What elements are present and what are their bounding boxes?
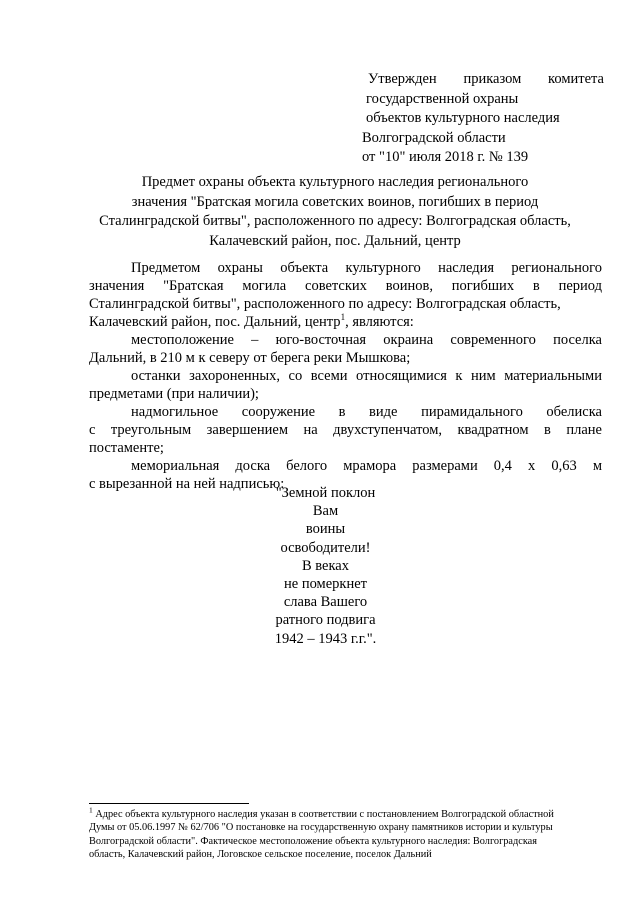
p3-line-2: предметами (при наличии); [89,386,259,402]
inscription-line: Вам [312,503,339,520]
p1-line-4 [89,313,602,331]
approval-line-4: Волгоградской области [362,129,506,146]
footnote-line-4: область, Калачевский район, Логовское сельское поселение, поселок Дальний [89,849,432,861]
document-body [89,259,602,493]
title-line-2: значения "Братская могила советских воинов, погибших в период [131,193,539,210]
p5-line-1: мемориальная доска белого мрамора размерами 0,4 х 0,63 м [131,458,602,474]
p4-line-3: постаменте; [89,440,164,456]
approval-line-3: объектов культурного наследия [366,110,560,126]
footnote-line-1 [89,805,609,821]
p1-line-2: значения "Братская могила советских воинов, погибших в период [89,278,602,294]
paragraph-monument [89,403,602,457]
p4-line-2: с треугольным завершением на двухступенчатом, квадратном в плане [89,422,602,438]
document-title [70,173,600,251]
inscription-line: освободители! [280,539,371,556]
title-line-4: Калачевский район, пос. Дальний, центр [209,232,461,249]
inscription-line: слава Вашего [283,594,368,611]
inscription-line: ратного подвига [275,612,376,629]
approval-line-1 [362,70,604,90]
p2-line-2: Дальний, в 210 м к северу от берега реки Мышкова; [89,350,411,366]
footnote-line-3: Волгоградской области". Фактическое местоположение объекта культурного наследия: Волгоградская [89,835,537,847]
title-line-1: Предмет охраны объекта культурного наследия регионального [141,174,529,190]
paragraph-remains [89,367,602,403]
p3-line-1: останки захороненных, со всеми относящимися к ним материальными [131,368,602,384]
inscription-line: воины [305,521,346,538]
approval-line-2: государственной охраны [366,90,519,107]
approval-word-committee: комитета [548,71,604,87]
paragraph-location [89,331,602,367]
p1-line-4-end: , являются: [345,314,414,330]
p4-line-1: надмогильное сооружение в виде пирамидального обелиска [131,404,602,420]
p1-line-1: Предметом охраны объекта культурного наследия регионального [131,260,602,276]
inscription-line: "Земной поклон [275,485,376,501]
footnote [89,805,609,862]
inscription-line: не померкнет [284,576,367,593]
approval-line-5: от "10" июля 2018 г. № 139 [362,149,529,165]
inscription-line: В веках [301,557,349,574]
p1-line-3: Сталинградской битвы", расположенного по адресу: Волгоградская область, [89,296,561,312]
approval-stamp [362,70,604,168]
footnote-separator [89,803,249,804]
p5-line-2: с вырезанной на ней надписью: [89,476,285,492]
footnote-line-1-text: Адрес объекта культурного наследия указан в соответствии с постановлением Волгоградской областной [92,809,554,820]
inscription-line: 1942 – 1943 г.г.". [274,630,377,647]
footnote-reference[interactable]: 1 [340,312,346,323]
title-line-3: Сталинградской битвы", расположенного по адресу: Волгоградская область, [99,213,571,229]
paragraph-subject [89,259,602,331]
footnote-mark: 1 [89,805,93,815]
p2-line-1: местоположение – юго-восточная окраина современного поселка [131,332,602,348]
approval-word-order: приказом [463,71,522,87]
footnote-line-2: Думы от 05.06.1997 № 62/706 "О постановке на государственную охрану памятников истории и культуры [89,822,553,834]
plaque-inscription [89,484,602,648]
p1-line-4-text: Калачевский район, пос. Дальний, центр [89,314,341,330]
approval-word-approved: Утвержден [368,71,437,87]
